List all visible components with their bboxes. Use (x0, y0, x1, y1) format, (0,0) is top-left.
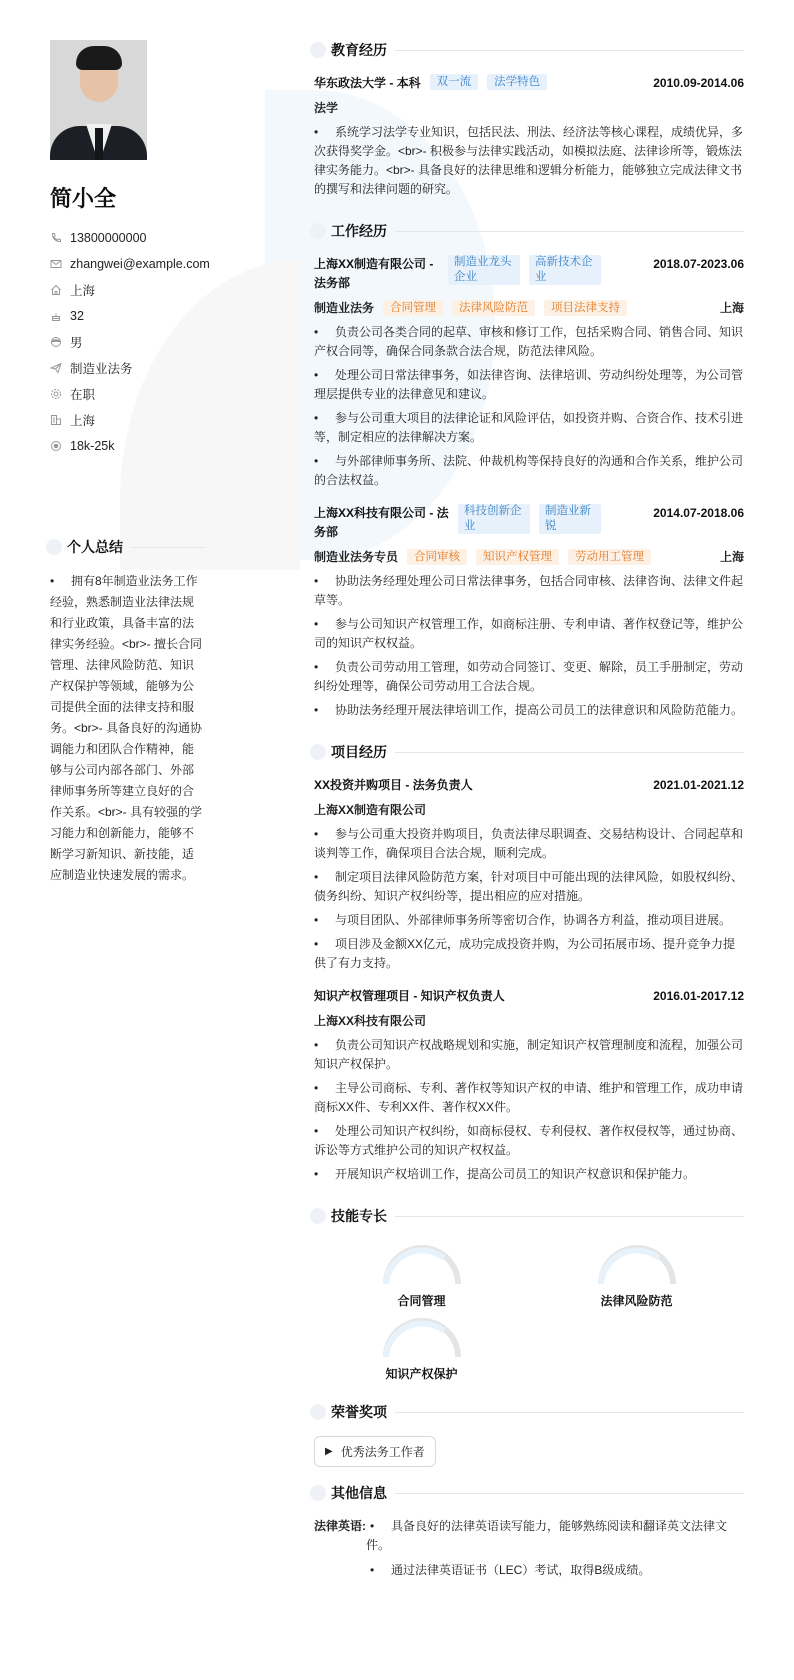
gender-value: 男 (70, 336, 83, 350)
project-company: 上海XX科技有限公司 (314, 1014, 427, 1028)
salary-value: 18k-25k (70, 439, 115, 453)
status-icon (50, 388, 62, 400)
work-city: 上海 (719, 301, 744, 315)
section-dot-icon (46, 539, 62, 555)
skill-tag: 合同审核 (407, 549, 467, 565)
section-dot-icon (310, 42, 326, 58)
company-name: 上海XX制造有限公司 - 法务部 (314, 257, 434, 290)
work-desc: • 负责公司各类合同的起草、审核和修订工作，包括采购合同、销售合同、知识产权合同等，确保合同条款合法合规，防范法律风险。 (314, 323, 744, 361)
salary-icon (50, 440, 62, 452)
info-email (50, 251, 265, 277)
school-tag: 双一流 (430, 74, 479, 90)
skill-tag: 劳动用工管理 (568, 549, 651, 565)
summary-text: • 拥有8年制造业法务工作经验，熟悉制造业法律法规和行业政策，具备丰富的法律实务经验。<br>- 擅长合同管理、法律风险防范、知识产权保护等领域，能够为公司提供全面的法律支持和服务。<br>- 具备良好的沟通协调能力和团队合作精神，能够与公司内部各部门、外部律师事务所等建立良好的合作关系。<br>- 具有较强的学习能力和创新能力，能够不断学习新知识、新技能，适应制造业快速发展的需求。 (50, 571, 205, 886)
info-work-city (50, 407, 265, 433)
awards-title: 荣誉奖项 (314, 1402, 744, 1422)
other-info-key: 法律英语: (314, 1519, 366, 1533)
work-date: 2018.07-2023.06 (653, 257, 744, 271)
work-desc: • 参与公司重大项目的法律论证和风险评估，如投资并购、合资合作、技术引进等，制定相应的法律解决方案。 (314, 409, 744, 447)
project-desc: • 开展知识产权培训工作，提高公司员工的知识产权意识和保护能力。 (314, 1165, 744, 1184)
skill-gauge: 法律风险防范 (529, 1244, 744, 1309)
avatar (50, 40, 147, 160)
project-company: 上海XX制造有限公司 (314, 803, 427, 817)
work-section (314, 221, 744, 720)
skills-section (314, 1206, 744, 1390)
section-dot-icon (310, 223, 326, 239)
project-desc: • 主导公司商标、专利、著作权等知识产权的申请、维护和管理工作，成功申请商标XX件、专利XX件、著作权XX件。 (314, 1079, 744, 1117)
company-tag: 高新技术企业 (529, 255, 601, 285)
candidate-name: 简小全 (50, 186, 117, 211)
project-desc: • 负责公司知识产权战略规划和实施，制定知识产权管理制度和流程，加强公司知识产权保护。 (314, 1036, 744, 1074)
job-intent-value: 制造业法务 (70, 362, 133, 376)
other-info-row (314, 1517, 744, 1586)
work-desc: • 协助法务经理开展法律培训工作，提高公司员工的法律意识和风险防范能力。 (314, 701, 744, 720)
info-gender (50, 329, 265, 355)
project-entry (314, 987, 744, 1184)
education-date: 2010.09-2014.06 (653, 76, 744, 90)
info-status (50, 381, 265, 407)
school-name: 华东政法大学 - 本科 (314, 76, 421, 90)
skills-grid (314, 1240, 744, 1390)
education-desc: • 系统学习法学专业知识，包括民法、刑法、经济法等核心课程，成绩优异，多次获得奖学金。<br>- 积极参与法律实践活动，如模拟法庭、法律诊所等，锻炼法律实务能力。<br>- 具备良好的法律思维和逻辑分析能力，能够独立完成法律文书的撰写和法律问题的研究。 (314, 123, 744, 199)
gauge-arc-icon (382, 1244, 462, 1286)
project-desc: • 处理公司知识产权纠纷，如商标侵权、专利侵权、著作权侵权等，通过协商、诉讼等方式维护公司的知识产权权益。 (314, 1122, 744, 1160)
info-age (50, 303, 265, 329)
send-icon (50, 362, 62, 374)
work-date: 2014.07-2018.06 (653, 506, 744, 520)
work-desc: • 参与公司知识产权管理工作，如商标注册、专利申请、著作权登记等，维护公司的知识产权权益。 (314, 615, 744, 653)
company-tag: 制造业龙头企业 (448, 255, 520, 285)
work-desc: • 负责公司劳动用工管理，如劳动合同签订、变更、解除，员工手册制定，劳动纠纷处理等，确保公司劳动用工合法合规。 (314, 658, 744, 696)
project-date: 2016.01-2017.12 (653, 989, 744, 1003)
gauge-arc-icon (597, 1244, 677, 1286)
project-name: 知识产权管理项目 - 知识产权负责人 (314, 989, 505, 1003)
contact-info-list (50, 225, 265, 459)
work-entry (314, 504, 744, 720)
major: 法学 (314, 101, 339, 115)
summary-section (50, 537, 205, 886)
projects-title: 项目经历 (314, 742, 744, 762)
sidebar (0, 0, 265, 1628)
play-icon: ▶ (325, 1446, 333, 1457)
info-job-intent (50, 355, 265, 381)
position: 制造业法务 (314, 301, 375, 315)
skills-title: 技能专长 (314, 1206, 744, 1226)
info-location (50, 277, 265, 303)
skill-tag: 项目法律支持 (544, 300, 627, 316)
section-dot-icon (310, 1485, 326, 1501)
section-dot-icon (310, 1404, 326, 1420)
skill-tag: 知识产权管理 (476, 549, 559, 565)
skill-gauge: 合同管理 (314, 1244, 529, 1309)
project-entry (314, 776, 744, 973)
age-value: 32 (70, 309, 84, 323)
location-value: 上海 (70, 284, 96, 298)
education-title: 教育经历 (314, 40, 744, 60)
education-section (314, 40, 744, 199)
other-info-value: • 通过法律英语证书（LEC）考试，取得B级成绩。 (366, 1561, 744, 1580)
gauge-arc-icon (382, 1317, 462, 1359)
position: 制造业法务专员 (314, 550, 399, 564)
education-entry (314, 74, 744, 199)
company-tag: 制造业新锐 (539, 504, 601, 534)
project-desc: • 与项目团队、外部律师事务所等密切合作，协调各方利益，推动项目进展。 (314, 911, 744, 930)
company-tag: 科技创新企业 (458, 504, 530, 534)
work-desc: • 处理公司日常法律事务，如法律咨询、法律培训、劳动纠纷处理等，为公司管理层提供专业的法律意见和建议。 (314, 366, 744, 404)
work-desc: • 协助法务经理处理公司日常法律事务，包括合同审核、法律咨询、法律文件起草等。 (314, 572, 744, 610)
skill-tag: 合同管理 (383, 300, 443, 316)
work-city-value: 上海 (70, 414, 96, 428)
projects-section (314, 742, 744, 1184)
info-salary (50, 433, 265, 459)
summary-title: 个人总结 (50, 537, 205, 557)
skill-tag: 法律风险防范 (452, 300, 535, 316)
work-entry (314, 255, 744, 490)
skill-gauge: 知识产权保护 (314, 1317, 529, 1382)
info-phone (50, 225, 265, 251)
gender-icon (50, 336, 62, 348)
main-content (265, 0, 794, 1628)
project-desc: • 参与公司重大投资并购项目，负责法律尽职调查、交易结构设计、合同起草和谈判等工作，确保项目合法合规，顺利完成。 (314, 825, 744, 863)
school-tag: 法学特色 (487, 74, 547, 90)
section-dot-icon (310, 744, 326, 760)
project-name: XX投资并购项目 - 法务负责人 (314, 778, 473, 792)
home-icon (50, 284, 62, 296)
project-desc: • 制定项目法律风险防范方案，针对项目中可能出现的法律风险，如股权纠纷、债务纠纷、知识产权纠纷等，提出相应的应对措施。 (314, 868, 744, 906)
building-icon (50, 414, 62, 426)
company-name: 上海XX科技有限公司 - 法务部 (314, 506, 449, 539)
work-desc: • 与外部律师事务所、法院、仲裁机构等保持良好的沟通和合作关系，维护公司的合法权益。 (314, 452, 744, 490)
project-date: 2021.01-2021.12 (653, 778, 744, 792)
cake-icon (50, 310, 62, 322)
email-value: zhangwei@example.com (70, 257, 210, 271)
work-city: 上海 (719, 550, 744, 564)
other-info-value: • 具备良好的法律英语读写能力，能够熟练阅读和翻译英文法律文件。 (366, 1517, 744, 1555)
project-desc: • 项目涉及金额XX亿元，成功完成投资并购，为公司拓展市场、提升竞争力提供了有力支持。 (314, 935, 744, 973)
award-item[interactable]: ▶ 优秀法务工作者 (314, 1436, 436, 1467)
other-section (314, 1483, 744, 1586)
section-dot-icon (310, 1208, 326, 1224)
work-title: 工作经历 (314, 221, 744, 241)
awards-section (314, 1402, 744, 1467)
phone-icon (50, 232, 62, 244)
mail-icon (50, 258, 62, 270)
other-title: 其他信息 (314, 1483, 744, 1503)
phone-value: 13800000000 (70, 231, 147, 245)
status-value: 在职 (70, 388, 96, 402)
